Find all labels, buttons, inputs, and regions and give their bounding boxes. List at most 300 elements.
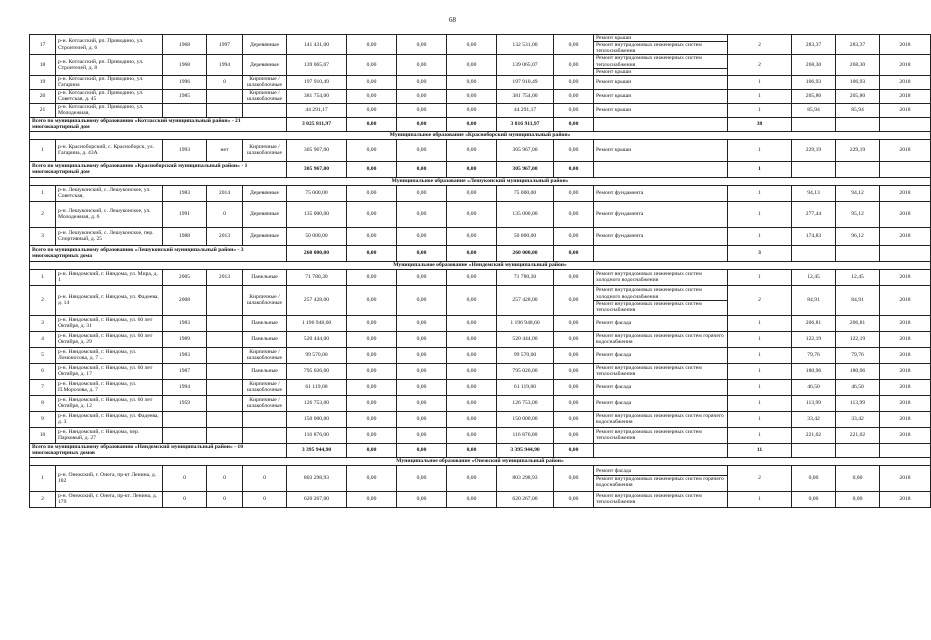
works-empty xyxy=(594,245,728,261)
region-cost: 0,00 xyxy=(397,427,447,443)
other-cost: 0,00 xyxy=(554,465,594,491)
table-row xyxy=(30,227,931,245)
works-count: 1 xyxy=(728,103,792,117)
plan-year: 2018 xyxy=(880,379,931,395)
row-number: 21 xyxy=(30,103,56,117)
work-types xyxy=(594,103,728,117)
year-built: 1996 xyxy=(163,75,207,89)
owners-cost: 520 444,00 xyxy=(497,331,554,347)
owners-cost: 381 754,00 xyxy=(497,89,554,103)
local-cost: 0,00 xyxy=(447,89,497,103)
row-number: 2 xyxy=(30,285,56,315)
max-unit-cost: 96,12 xyxy=(836,227,880,245)
total-label: Всего по муниципальному образованию «Няндомский муниципальный район» - 10 многоквартирных домов xyxy=(30,443,287,457)
plan-year: 2018 xyxy=(880,363,931,379)
region-cost: 0,00 xyxy=(397,75,447,89)
total-cost: 61 119,00 xyxy=(287,379,347,395)
total-cost: 75 000,00 xyxy=(287,185,347,201)
max-unit-cost: 12,45 xyxy=(836,269,880,285)
owners-cost: 305 967,00 xyxy=(497,161,554,177)
unit-cost: 33,42 xyxy=(792,411,836,427)
address: р-н. Лешуконский, с. Лешуконское, ул. Советская, xyxy=(56,185,163,201)
total-cost: 803 298,93 xyxy=(287,465,347,491)
local-cost: 0,00 xyxy=(447,185,497,201)
total-cost: 99 570,00 xyxy=(287,347,347,363)
max-unit-cost: 283,37 xyxy=(836,35,880,55)
region-cost: 0,00 xyxy=(397,491,447,507)
table-row xyxy=(30,75,931,89)
year-overhaul: 1994 xyxy=(207,55,243,75)
work-type: Ремонт внутридомовых инженерных систем горячего водоснабжения xyxy=(596,413,724,426)
year-built: 2008 xyxy=(163,285,207,315)
work-type: Ремонт крыши xyxy=(596,79,632,86)
row-number: 20 xyxy=(30,89,56,103)
max-unit-cost: 46,50 xyxy=(836,379,880,395)
work-types xyxy=(594,465,728,491)
unit-cost: 12,45 xyxy=(792,269,836,285)
municipality-header-row xyxy=(30,261,931,269)
unit-cost: 113,99 xyxy=(792,395,836,411)
region-cost: 0,00 xyxy=(397,443,447,457)
other-cost: 0,00 xyxy=(554,201,594,227)
year-overhaul: 0 xyxy=(207,491,243,507)
table-row xyxy=(30,491,931,507)
region-cost: 0,00 xyxy=(397,347,447,363)
region-cost: 0,00 xyxy=(397,103,447,117)
work-type: Ремонт крыши xyxy=(596,93,632,100)
region-cost: 0,00 xyxy=(397,363,447,379)
plan-year: 2018 xyxy=(880,75,931,89)
unit-cost: 85,94 xyxy=(792,103,836,117)
local-cost: 0,00 xyxy=(447,411,497,427)
plan-year: 2018 xyxy=(880,35,931,55)
wall-material: 0 xyxy=(243,491,287,507)
fund-cost: 0,00 xyxy=(347,89,397,103)
fund-cost: 0,00 xyxy=(347,285,397,315)
works-count: 11 xyxy=(728,443,792,457)
work-type: Ремонт внутридомовых инженерных систем теплоснабжения xyxy=(594,55,727,68)
municipality-header-row xyxy=(30,457,931,465)
unit-empty xyxy=(792,443,836,457)
region-cost: 0,00 xyxy=(397,35,447,55)
year-built: 1988 xyxy=(163,227,207,245)
municipality-title: Муниципальное образование «Няндомский муниципальный район» xyxy=(30,261,931,269)
works-count: 1 xyxy=(728,331,792,347)
works-count: 2 xyxy=(728,55,792,75)
work-type: Ремонт фасада xyxy=(596,320,632,327)
address: р-н. Онежский, г. Онега, пр-кт. Ленина, д. 179 xyxy=(56,491,163,507)
other-cost: 0,00 xyxy=(554,379,594,395)
work-types xyxy=(594,315,728,331)
other-cost: 0,00 xyxy=(554,227,594,245)
address: р-н. Лешуконский, с. Лешуконское, пер. Спортивный, д. 25 xyxy=(56,227,163,245)
year-overhaul xyxy=(207,411,243,427)
work-type: Ремонт фасада xyxy=(596,352,632,359)
plan-year: 2018 xyxy=(880,347,931,363)
local-cost: 0,00 xyxy=(447,139,497,161)
works-count: 1 xyxy=(728,347,792,363)
year-overhaul: 1997 xyxy=(207,35,243,55)
region-cost: 0,00 xyxy=(397,465,447,491)
fund-cost: 0,00 xyxy=(347,103,397,117)
municipality-title: Муниципальное образование «Онежский муниципальный район» xyxy=(30,457,931,465)
table-row xyxy=(30,411,931,427)
fund-cost: 0,00 xyxy=(347,245,397,261)
max-unit-cost: 0,00 xyxy=(836,491,880,507)
wall-material: Кирпичные / шлакоблочные xyxy=(243,395,287,411)
total-cost: 141 431,00 xyxy=(287,35,347,55)
total-cost: 1 196 948,60 xyxy=(287,315,347,331)
municipality-header-row xyxy=(30,177,931,185)
unit-cost: 79,76 xyxy=(792,347,836,363)
max-unit-cost: 94,12 xyxy=(836,185,880,201)
local-cost: 0,00 xyxy=(447,245,497,261)
local-cost: 0,00 xyxy=(447,331,497,347)
other-cost: 0,00 xyxy=(554,347,594,363)
total-cost: 620 267,00 xyxy=(287,491,347,507)
plan-year: 2018 xyxy=(880,103,931,117)
local-cost: 0,00 xyxy=(447,347,497,363)
row-number: 1 xyxy=(30,185,56,201)
other-cost: 0,00 xyxy=(554,427,594,443)
year-built: 1994 xyxy=(163,379,207,395)
region-cost: 0,00 xyxy=(397,185,447,201)
work-type: Ремонт внутридомовых инженерных систем теплоснабжения xyxy=(596,493,702,506)
region-cost: 0,00 xyxy=(397,315,447,331)
address: р-н. Котласский, рп. Приводино, ул. Гагарина xyxy=(56,75,163,89)
unit-empty xyxy=(792,117,836,131)
plan-year: 2018 xyxy=(880,227,931,245)
region-cost: 0,00 xyxy=(397,331,447,347)
local-cost: 0,00 xyxy=(447,427,497,443)
works-count: 3 xyxy=(728,245,792,261)
work-type: Ремонт фундамента xyxy=(596,190,644,197)
owners-cost: 197 910,49 xyxy=(497,75,554,89)
wall-material: Кирпичные / шлакоблочные xyxy=(243,139,287,161)
local-cost: 0,00 xyxy=(447,395,497,411)
work-types xyxy=(594,75,728,89)
row-number: 3 xyxy=(30,315,56,331)
work-type: Ремонт внутридомовых инженерных систем горячего водоснабжения xyxy=(596,333,724,346)
fund-cost: 0,00 xyxy=(347,161,397,177)
owners-cost: 116 876,00 xyxy=(497,427,554,443)
region-cost: 0,00 xyxy=(397,139,447,161)
owners-cost: 139 065,07 xyxy=(497,55,554,75)
works-count: 1 xyxy=(728,89,792,103)
works-count: 1 xyxy=(728,411,792,427)
wall-material: Деревянные xyxy=(243,227,287,245)
plan-year: 2018 xyxy=(880,491,931,507)
owners-cost: 44 291,17 xyxy=(497,103,554,117)
year-built: 1987 xyxy=(163,363,207,379)
fund-cost: 0,00 xyxy=(347,269,397,285)
work-types xyxy=(594,347,728,363)
municipality-title: Муниципальное образование «Лешуконский муниципальный район» xyxy=(30,177,931,185)
wall-material xyxy=(243,103,287,117)
year-empty xyxy=(880,161,931,177)
year-built: 2005 xyxy=(163,269,207,285)
other-cost: 0,00 xyxy=(554,55,594,75)
unit-cost: 229,19 xyxy=(792,139,836,161)
max-unit-cost: 95,12 xyxy=(836,201,880,227)
work-type: Ремонт фасада xyxy=(596,384,632,391)
year-overhaul xyxy=(207,347,243,363)
address: р-н. Няндомский, г. Няндома, ул. Ломоносова, д. 7 ... xyxy=(56,347,163,363)
other-cost: 0,00 xyxy=(554,443,594,457)
work-type: Ремонт внутридомовых инженерных систем горячего водоснабжения xyxy=(596,475,724,488)
wall-material: Деревянные xyxy=(243,55,287,75)
wall-material: 0 xyxy=(243,465,287,491)
table-row xyxy=(30,465,931,491)
work-type: Ремонт внутридомовых инженерных систем теплоснабжения xyxy=(596,42,702,55)
unit-empty xyxy=(792,161,836,177)
owners-cost: 135 000,00 xyxy=(497,201,554,227)
year-overhaul: 0 xyxy=(207,201,243,227)
table-row xyxy=(30,201,931,227)
fund-cost: 0,00 xyxy=(347,427,397,443)
municipality-total-row xyxy=(30,245,931,261)
unit-cost: 122,19 xyxy=(792,331,836,347)
table-row xyxy=(30,89,931,103)
unit-cost: 0,00 xyxy=(792,491,836,507)
wall-material: Деревянные xyxy=(243,201,287,227)
wall-material: Кирпичные / шлакоблочные xyxy=(243,75,287,89)
work-types xyxy=(594,331,728,347)
works-count: 1 xyxy=(728,363,792,379)
max-unit-cost: 205,80 xyxy=(836,89,880,103)
other-cost: 0,00 xyxy=(554,411,594,427)
plan-year: 2018 xyxy=(880,315,931,331)
address: р-н. Няндомский, г. Няндома, ул. Фадеева, д. 14 xyxy=(56,285,163,315)
works-count: 2 xyxy=(728,35,792,55)
owners-cost: 132 531,00 xyxy=(497,35,554,55)
work-types xyxy=(594,201,728,227)
year-built xyxy=(163,411,207,427)
max-unit-cost: 85,94 xyxy=(836,103,880,117)
fund-cost: 0,00 xyxy=(347,75,397,89)
address: р-н. Няндомский, г. Няндома, ул. Мира, д. 1 xyxy=(56,269,163,285)
fund-cost: 0,00 xyxy=(347,35,397,55)
work-types xyxy=(594,35,728,55)
work-types xyxy=(594,89,728,103)
region-cost: 0,00 xyxy=(397,161,447,177)
municipality-header-row xyxy=(30,131,931,139)
municipality-total-row xyxy=(30,117,931,131)
total-cost: 116 876,00 xyxy=(287,427,347,443)
plan-year: 2018 xyxy=(880,139,931,161)
region-cost: 0,00 xyxy=(397,227,447,245)
max-empty xyxy=(836,245,880,261)
max-unit-cost: 180,96 xyxy=(836,363,880,379)
year-built: 1983 xyxy=(163,185,207,201)
year-overhaul xyxy=(207,331,243,347)
max-empty xyxy=(836,161,880,177)
year-built: 0 xyxy=(163,491,207,507)
local-cost: 0,00 xyxy=(447,379,497,395)
total-cost: 3 395 944,90 xyxy=(287,443,347,457)
local-cost: 0,00 xyxy=(447,269,497,285)
fund-cost: 0,00 xyxy=(347,411,397,427)
region-cost: 0,00 xyxy=(397,201,447,227)
work-types xyxy=(594,139,728,161)
max-unit-cost: 84,91 xyxy=(836,285,880,315)
total-cost: 71 780,30 xyxy=(287,269,347,285)
year-built: 1983 xyxy=(163,347,207,363)
row-number: 9 xyxy=(30,411,56,427)
row-number: 7 xyxy=(30,379,56,395)
region-cost: 0,00 xyxy=(397,395,447,411)
region-cost: 0,00 xyxy=(397,89,447,103)
total-cost: 381 754,00 xyxy=(287,89,347,103)
address: р-н. Лешуконский, с. Лешуконское, ул. Молодежная, д. 6 xyxy=(56,201,163,227)
works-empty xyxy=(594,117,728,131)
fund-cost: 0,00 xyxy=(347,363,397,379)
total-label: Всего по муниципальному образованию «Красноборский муниципальный район» - 1 многоквартирный дом xyxy=(30,161,287,177)
works-count: 2 xyxy=(728,465,792,491)
year-overhaul xyxy=(207,363,243,379)
total-cost: 3 025 811,97 xyxy=(287,117,347,131)
wall-material xyxy=(243,427,287,443)
year-overhaul: нет xyxy=(207,139,243,161)
other-cost: 0,00 xyxy=(554,185,594,201)
max-unit-cost: 33,42 xyxy=(836,411,880,427)
local-cost: 0,00 xyxy=(447,443,497,457)
row-number: 18 xyxy=(30,55,56,75)
work-types xyxy=(594,379,728,395)
region-cost: 0,00 xyxy=(397,285,447,315)
address: р-н. Котласский, рп. Приводино, ул. Строителей, д. 6 xyxy=(56,35,163,55)
local-cost: 0,00 xyxy=(447,35,497,55)
work-type: Ремонт фундамента xyxy=(596,233,644,240)
total-cost: 44 291,17 xyxy=(287,103,347,117)
table-row xyxy=(30,363,931,379)
work-types xyxy=(594,395,728,411)
plan-year: 2018 xyxy=(880,269,931,285)
total-cost: 260 000,00 xyxy=(287,245,347,261)
unit-cost: 221,02 xyxy=(792,427,836,443)
year-empty xyxy=(880,245,931,261)
owners-cost: 50 000,00 xyxy=(497,227,554,245)
max-unit-cost: 0,00 xyxy=(836,465,880,491)
wall-material: Панельные xyxy=(243,331,287,347)
table-row xyxy=(30,331,931,347)
page-number: 68 xyxy=(449,16,456,24)
total-cost: 50 000,00 xyxy=(287,227,347,245)
fund-cost: 0,00 xyxy=(347,395,397,411)
work-types xyxy=(594,269,728,285)
max-unit-cost: 106,93 xyxy=(836,75,880,89)
municipality-total-row xyxy=(30,161,931,177)
year-overhaul: 0 xyxy=(207,465,243,491)
total-cost: 305 967,00 xyxy=(287,161,347,177)
total-label: Всего по муниципальному образованию «Котласский муниципальный район» - 21 многоквартирный дом xyxy=(30,117,287,131)
total-label: Всего по муниципальному образованию «Лешуконский муниципальный район» - 3 многоквартирных дома xyxy=(30,245,287,261)
max-unit-cost: 206,81 xyxy=(836,315,880,331)
other-cost: 0,00 xyxy=(554,491,594,507)
wall-material: Панельные xyxy=(243,315,287,331)
unit-cost: 205,80 xyxy=(792,89,836,103)
fund-cost: 0,00 xyxy=(347,379,397,395)
owners-cost: 803 298,93 xyxy=(497,465,554,491)
local-cost: 0,00 xyxy=(447,55,497,75)
fund-cost: 0,00 xyxy=(347,227,397,245)
owners-cost: 257 428,00 xyxy=(497,285,554,315)
work-types xyxy=(594,227,728,245)
other-cost: 0,00 xyxy=(554,285,594,315)
year-empty xyxy=(880,443,931,457)
owners-cost: 795 026,00 xyxy=(497,363,554,379)
owners-cost: 260 000,00 xyxy=(497,245,554,261)
unit-empty xyxy=(792,245,836,261)
max-empty xyxy=(836,443,880,457)
works-count: 1 xyxy=(728,491,792,507)
table-row xyxy=(30,315,931,331)
table-row xyxy=(30,55,931,75)
unit-cost: 0,00 xyxy=(792,465,836,491)
plan-year: 2018 xyxy=(880,427,931,443)
other-cost: 0,00 xyxy=(554,315,594,331)
works-count: 2 xyxy=(728,285,792,315)
works-count: 1 xyxy=(728,395,792,411)
max-unit-cost: 113,99 xyxy=(836,395,880,411)
region-cost: 0,00 xyxy=(397,269,447,285)
wall-material xyxy=(243,411,287,427)
row-number: 1 xyxy=(30,139,56,161)
fund-cost: 0,00 xyxy=(347,117,397,131)
year-overhaul: 2013 xyxy=(207,269,243,285)
other-cost: 0,00 xyxy=(554,395,594,411)
table-row xyxy=(30,285,931,315)
wall-material: Панельные xyxy=(243,269,287,285)
works-empty xyxy=(594,161,728,177)
year-built: 1959 xyxy=(163,395,207,411)
year-overhaul: 2013 xyxy=(207,227,243,245)
other-cost: 0,00 xyxy=(554,117,594,131)
other-cost: 0,00 xyxy=(554,139,594,161)
other-cost: 0,00 xyxy=(554,75,594,89)
owners-cost: 1 196 948,60 xyxy=(497,315,554,331)
work-type: Ремонт фундамента xyxy=(596,211,644,218)
work-types xyxy=(594,363,728,379)
wall-material: Панельные xyxy=(243,363,287,379)
address: р-н. Няндомский, г. Няндома, ул. 60 лет Октября, д. 12 xyxy=(56,395,163,411)
address: р-н. Няндомский, г. Няндома, ул. Фадеева, д. 3 xyxy=(56,411,163,427)
works-count: 1 xyxy=(728,201,792,227)
table-row xyxy=(30,185,931,201)
fund-cost: 0,00 xyxy=(347,347,397,363)
address: р-н. Котласский, рп. Приводино, ул. Строителей, д. 8 xyxy=(56,55,163,75)
fund-cost: 0,00 xyxy=(347,315,397,331)
other-cost: 0,00 xyxy=(554,35,594,55)
plan-year: 2018 xyxy=(880,411,931,427)
other-cost: 0,00 xyxy=(554,89,594,103)
work-type: Ремонт крыши xyxy=(596,68,632,75)
total-cost: 197 910,49 xyxy=(287,75,347,89)
table-row xyxy=(30,139,931,161)
unit-cost: 180,96 xyxy=(792,363,836,379)
work-type: Ремонт крыши xyxy=(594,35,727,42)
year-built: 1968 xyxy=(163,55,207,75)
year-built xyxy=(163,103,207,117)
works-empty xyxy=(594,443,728,457)
total-cost: 126 753,00 xyxy=(287,395,347,411)
owners-cost: 71 780,30 xyxy=(497,269,554,285)
owners-cost: 3 016 911,97 xyxy=(497,117,554,131)
owners-cost: 61 119,00 xyxy=(497,379,554,395)
capital-repair-table xyxy=(29,34,931,508)
plan-year: 2018 xyxy=(880,465,931,491)
other-cost: 0,00 xyxy=(554,363,594,379)
